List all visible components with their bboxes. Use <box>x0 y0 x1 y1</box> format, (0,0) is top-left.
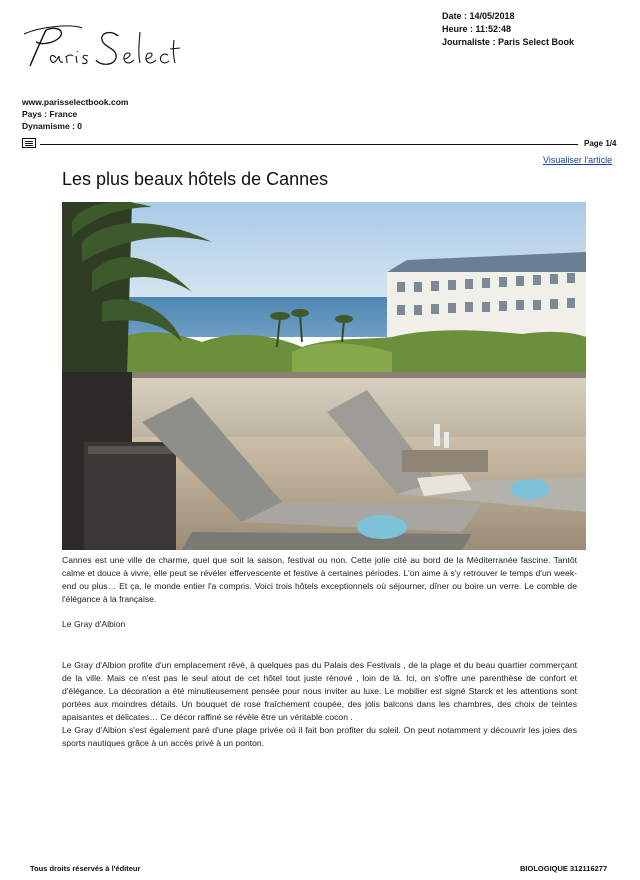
article-title: Les plus beaux hôtels de Cannes <box>62 169 329 189</box>
paris-select-logo <box>22 22 182 78</box>
source-country: Pays : France <box>22 109 78 119</box>
footer-rights: Tous droits réservés à l'éditeur <box>30 864 141 873</box>
article-paragraph: Le Gray d'Albion profite d'un emplacement rêvé, à quelques pas du Palais des Festivals , de la plage et du beau quartier commerçant de la ville. Mais ce n'est pas le seul atout de cet hôtel tout juste rénové , loin de là. Ici, on s'offre une parenthèse de confort et d'élégance. La décoration a été minutieusement pensée pour nous inviter au luxe. Le mobilier est signé Starck et les attentions sont portées aux moindres détails. Un bouquet de rose fraîchement coupée, des jolis balcons dans les chambres, des choix de teintes apaisantes et délicates… Ce décor raffiné se révèle être un véritable cocon . <box>62 660 577 722</box>
hotel-terrace-illustration <box>62 202 586 550</box>
footer-code: BIOLOGIQUE 312116277 <box>520 864 608 873</box>
meta-journalist: Journaliste : Paris Select Book <box>442 37 575 47</box>
paris-select-logo-art <box>22 22 182 78</box>
hotel-terrace-photo <box>62 202 586 550</box>
document-icon <box>22 138 36 148</box>
source-dynamism: Dynamisme : 0 <box>22 121 82 131</box>
article-paragraph: Le Gray d'Albion s'est également paré d'une plage privée où il fait bon profiter du soleil. On peut notamment y découvrir les joies des sports nautiques grâce à un accès privé à un ponton. <box>62 725 577 748</box>
article-meta <box>442 10 574 49</box>
meta-date: Date : 14/05/2018 <box>442 11 515 21</box>
meta-time: Heure : 11:52:48 <box>442 24 512 34</box>
page-number: Page 1/4 <box>584 139 617 148</box>
source-meta <box>22 96 128 132</box>
source-website: www.parisselectbook.com <box>22 97 129 107</box>
view-article-link[interactable]: Visualiser l'article <box>543 155 613 165</box>
article-subheading: Le Gray d'Albion <box>62 619 126 629</box>
header-divider <box>40 144 578 145</box>
article-body <box>62 554 577 750</box>
article-intro: Cannes est une ville de charme, quel que soit la saison, festival ou non. Cette jolie cité au bord de la Méditerranée fascine. Tantôt calme et douce à vivre, elle peut se révéler effervescente et festive à certaines périodes. L'on aime à s'y retrouver le temps d'un week- end ou plus… Et ça, le monde entier l'a compris. Voici trois hôtels exceptionnels où séjourner, dîner ou boire un verre. Le comble de l'élégance à la française. <box>62 555 577 604</box>
